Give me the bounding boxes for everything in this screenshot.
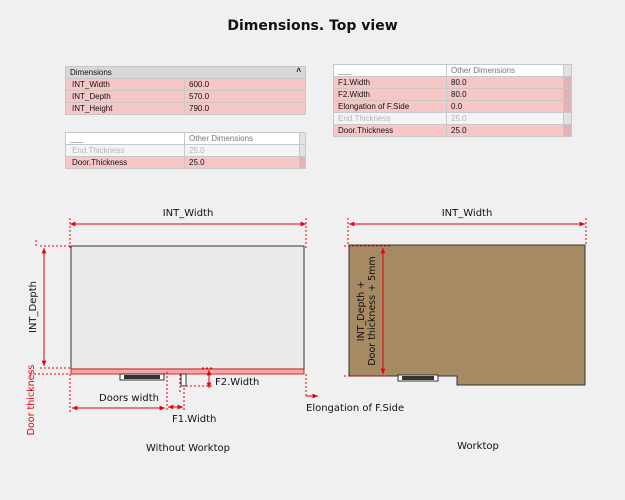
header-left: ___ [66,133,185,145]
int-width-label: INT_Width [441,208,493,219]
param-name: Elongation of F.Side [334,101,447,113]
param-value[interactable]: 25.0 [447,125,564,137]
param-name: INT_Depth [66,91,185,103]
table-header-label: Dimensions [70,68,112,77]
f2-width-label: F2.Width [215,377,260,388]
depth-label-line1: INT_Depth + [356,280,367,342]
param-value[interactable]: 25.0 [185,157,300,169]
depth-label-line2: Door thickness + 5mm [367,256,378,366]
handle [124,375,160,379]
header-right: Other Dimensions [447,65,564,77]
param-value[interactable]: 570.0 [185,91,306,103]
elongation-label: Elongation of F.Side [306,403,405,414]
param-name: End.Thickness [66,145,185,157]
f1-width-label: F1.Width [172,414,217,425]
collapse-icon[interactable]: ˄ [296,66,302,75]
int-depth-label: INT_Depth [28,281,39,333]
param-name: F2.Width [334,89,447,101]
param-value: 25.0 [185,145,300,157]
param-name: F1.Width [334,77,447,89]
param-value[interactable]: 790.0 [185,103,306,115]
param-name: Door.Thickness [334,125,447,137]
handle [402,376,434,380]
header-left: ___ [334,65,447,77]
page-title: Dimensions. Top view [227,18,398,34]
param-value[interactable]: 80.0 [447,77,564,89]
diagram-worktop [344,208,586,452]
param-value[interactable]: 600.0 [185,79,306,91]
handle [181,374,186,386]
door-thickness-label: Door thickness [26,364,37,436]
caption-worktop: Worktop [457,441,499,452]
door-strip [71,369,304,374]
doors-width-label: Doors width [99,393,159,404]
header-right: Other Dimensions [185,133,300,145]
param-name: INT_Height [66,103,185,115]
int-width-label: INT_Width [162,208,214,219]
cabinet-body [71,246,304,369]
param-value[interactable]: 0.0 [447,101,564,113]
param-name: INT_Width [66,79,185,91]
param-name: Door.Thickness [66,157,185,169]
worktop-shape [349,245,585,385]
caption-without-worktop: Without Worktop [146,443,230,454]
param-value: 25.0 [447,113,564,125]
diagram-without-worktop [26,208,404,454]
param-name: End.Thickness [334,113,447,125]
param-value[interactable]: 80.0 [447,89,564,101]
